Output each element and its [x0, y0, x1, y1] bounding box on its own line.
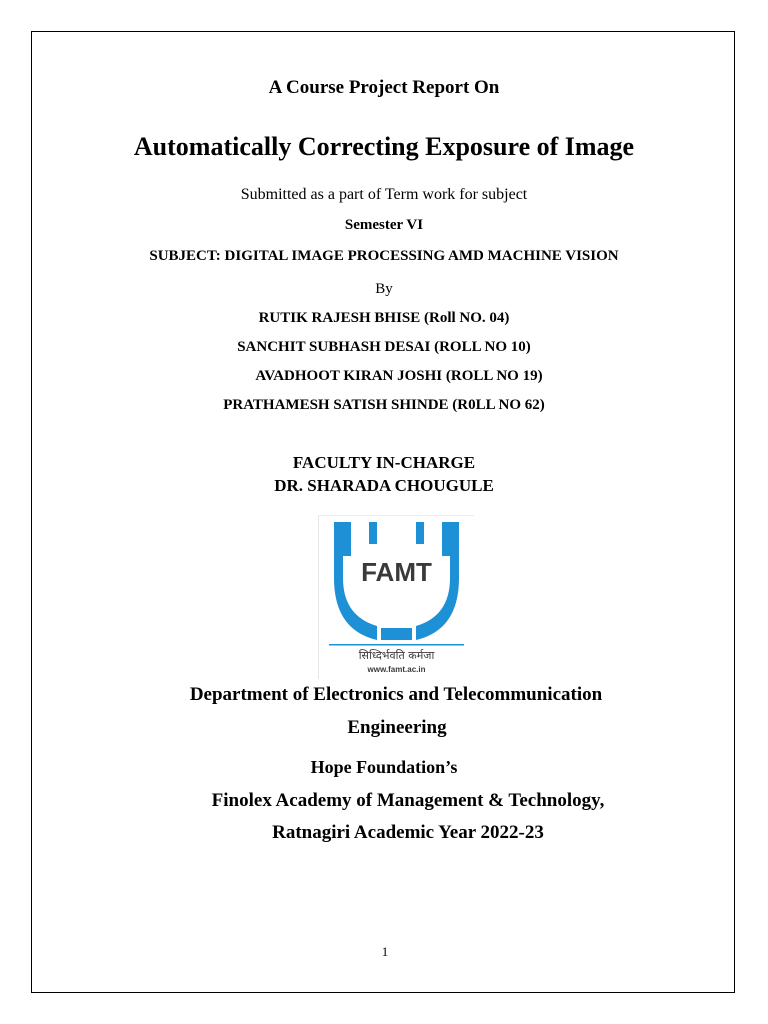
foundation: Hope Foundation’s — [310, 757, 458, 777]
faculty-name: DR. SHARADA CHOUGULE — [274, 476, 494, 495]
subject: SUBJECT: DIGITAL IMAGE PROCESSING AMD MACHINE VISION — [149, 248, 619, 264]
submitted-line: Submitted as a part of Term work for subject — [240, 186, 528, 203]
location-year: Ratnagiri Academic Year 2022-23 — [272, 822, 544, 843]
by-label: By — [375, 281, 393, 297]
faculty-label: FACULTY IN-CHARGE — [292, 453, 476, 472]
department-line1: Department of Electronics and Telecommunication — [189, 684, 603, 705]
student-name: PRATHAMESH SATISH SHINDE (R0LL NO 62) — [223, 397, 545, 413]
page-border — [31, 31, 735, 993]
student-name: RUTIK RAJESH BHISE (Roll NO. 04) — [258, 310, 510, 326]
logo-motto: सिध्दिर्भवति कर्मजा — [358, 649, 435, 662]
famt-shield-icon — [319, 516, 474, 679]
semester: Semester VI — [344, 217, 424, 233]
logo-url: www.famt.ac.in — [367, 665, 426, 674]
institute: Finolex Academy of Management & Technology, — [211, 790, 605, 811]
student-name: AVADHOOT KIRAN JOSHI (ROLL NO 19) — [255, 368, 543, 384]
famt-logo — [318, 515, 474, 679]
report-title: Automatically Correcting Exposure of Image — [133, 132, 635, 161]
page-number: 1 — [381, 944, 389, 959]
report-heading: A Course Project Report On — [268, 77, 500, 98]
department-line2: Engineering — [347, 717, 447, 738]
student-name: SANCHIT SUBHASH DESAI (ROLL NO 10) — [237, 339, 531, 355]
logo-wordmark: FAMT — [361, 557, 432, 587]
